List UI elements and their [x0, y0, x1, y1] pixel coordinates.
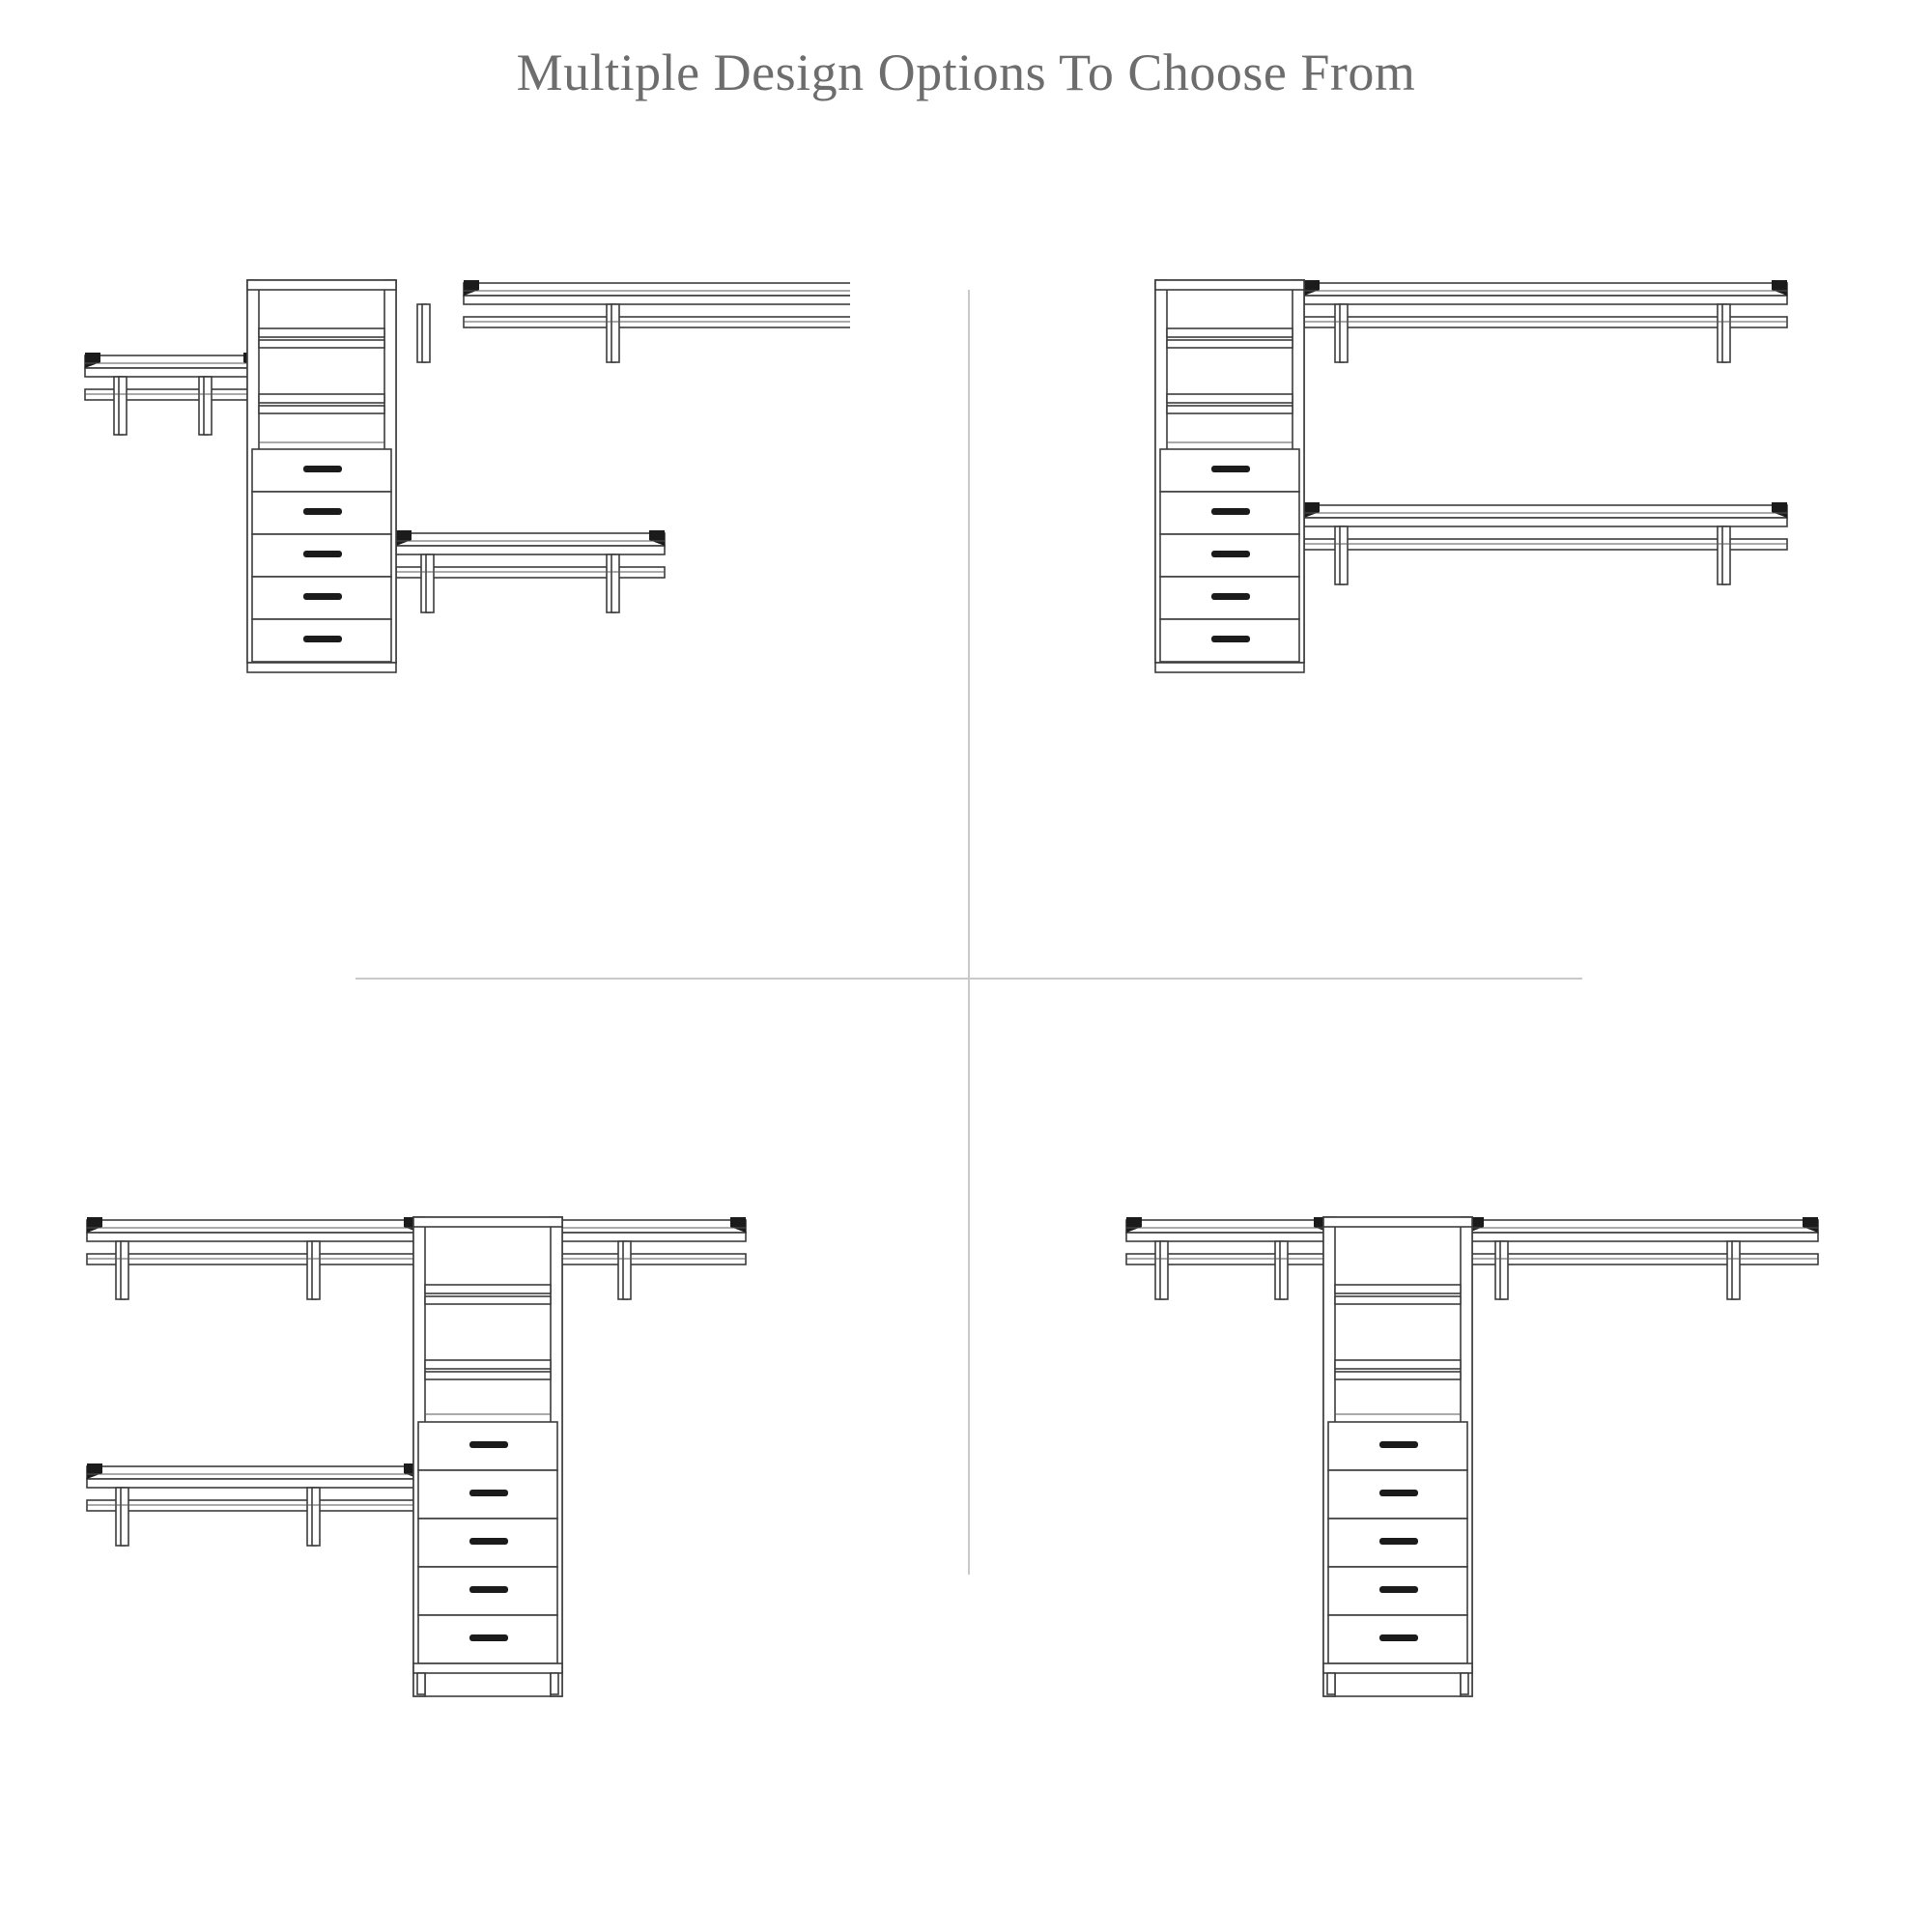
rod-left-upper: [87, 1217, 419, 1299]
rod-left-upper: [85, 353, 259, 435]
tower-unit: [247, 280, 396, 672]
rod-right-lower: [396, 530, 665, 612]
design-option-1[interactable]: [77, 261, 850, 860]
horizontal-divider: [355, 978, 1582, 980]
design-option-3[interactable]: [77, 1198, 850, 1816]
tower-unit: [1155, 280, 1304, 672]
rod-right-lower: [1304, 502, 1787, 584]
design-option-4[interactable]: [1101, 1198, 1874, 1816]
rod-left-lower: [87, 1463, 419, 1546]
page-title: Multiple Design Options To Choose From: [516, 43, 1416, 101]
drawer-stack: [252, 449, 391, 662]
vertical-divider: [968, 290, 970, 1575]
rod-right-upper: [1468, 1217, 1818, 1299]
tower-unit: [1323, 1217, 1472, 1696]
tower-unit: [413, 1217, 562, 1696]
rod-left-upper: [1126, 1217, 1329, 1299]
drawer-stack: [1160, 449, 1299, 662]
rod-right-upper: [1304, 280, 1787, 362]
design-option-2[interactable]: [1092, 261, 1845, 860]
drawer-stack: [1328, 1422, 1467, 1663]
drawer-stack: [418, 1422, 557, 1663]
rod-right-upper: [417, 280, 850, 362]
